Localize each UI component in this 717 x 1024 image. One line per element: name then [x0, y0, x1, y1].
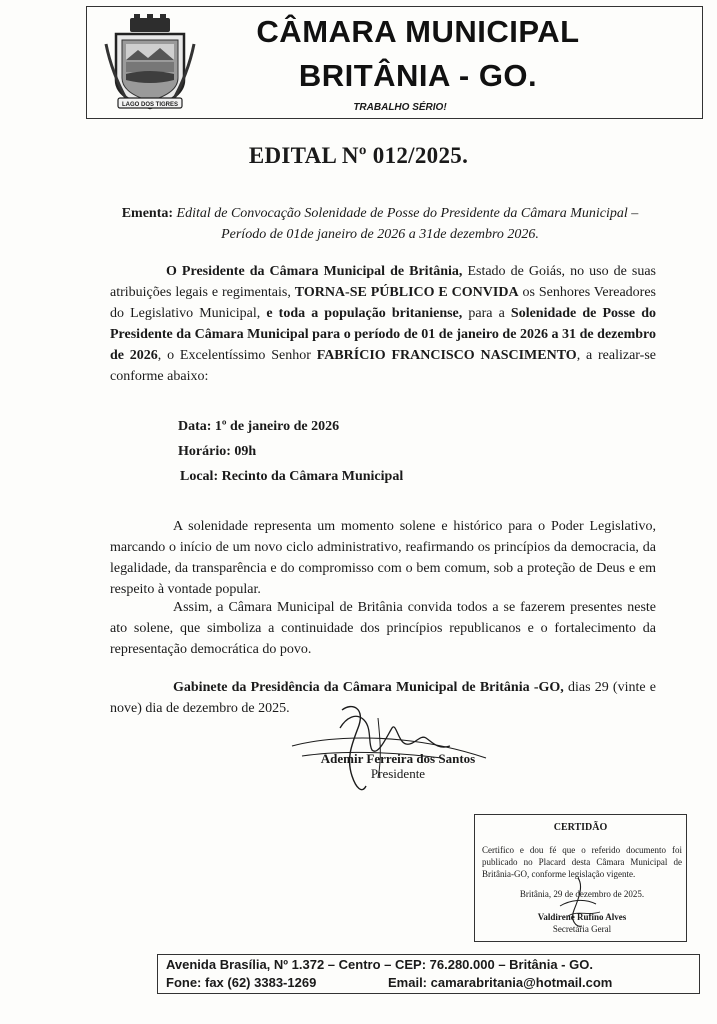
body-paragraph-2: Assim, a Câmara Municipal de Britânia convida todos a se fazerem presentes neste ato solene, que simboliza a continuidade dos princípios republicanos e o fortalecimento da representação democrática do povo. — [110, 600, 656, 657]
intro-text: os Senhores Vereadores do Legislativo Municipal, — [110, 285, 656, 321]
closing-text: dias 29 (vinte e nove) dia de dezembro de 2025. — [110, 680, 656, 716]
certidao-text: Certifico e dou fé que o referido documento foi publicado no Placard desta Câmara Municipal de Britânia-GO, conforme legislação vigente. — [482, 845, 682, 879]
intro-text-bold: O Presidente da Câmara Municipal de Britânia, — [166, 264, 463, 279]
certidao-title: CERTIDÃO — [553, 822, 608, 833]
signer-role: Presidente — [370, 766, 426, 781]
president-signature-icon — [282, 698, 492, 798]
seal-banner-text: LAGO DOS TIGRES — [121, 102, 179, 108]
signer-name: Ademir Ferreira dos Santos — [320, 751, 476, 766]
certidao-signer-role: Secretária Geral — [552, 924, 612, 934]
footer-email: Email: camarabritania@hotmail.com — [388, 975, 613, 990]
event-date: Data: 1º de janeiro de 2026 — [178, 419, 340, 434]
closing-bold: Gabinete da Presidência da Câmara Municipal de Britânia -GO, — [173, 680, 564, 695]
intro-paragraph — [110, 261, 656, 387]
body-paragraph-1: A solenidade representa um momento solene e histórico para o Poder Legislativo, marcando o início de um novo ciclo administrativo, reafirmando os princípios da democracia, da legalidade, da transparência e do compromisso com o bem comum, sob a proteção de Deus e em respeito à vontade popular. — [110, 519, 656, 597]
edital-title: EDITAL Nº 012/2025. — [248, 143, 469, 168]
intro-text: Estado de Goiás, no uso de suas atribuições legais e regimentais, — [110, 264, 656, 300]
header-motto: TRABALHO SÉRIO! — [353, 102, 447, 113]
intro-text: , o Excelentíssimo Senhor — [157, 348, 317, 363]
intro-text: , a realizar-se conforme abaixo: — [110, 348, 656, 384]
municipal-seal-icon — [104, 14, 196, 114]
footer-address: Avenida Brasília, Nº 1.372 – Centro – CEP: 76.280.000 – Britânia - GO. — [166, 957, 593, 972]
footer-phone: Fone: fax (62) 3383-1269 — [166, 975, 317, 990]
intro-text-bold: FABRÍCIO FRANCISCO NASCIMENTO — [316, 348, 577, 363]
event-time: Horário: 09h — [178, 444, 257, 459]
certidao-signer-name: Valdirene Rufino Alves — [537, 912, 627, 922]
ementa — [100, 203, 660, 245]
ementa-text: Edital de Convocação Solenidade de Posse do Presidente da Câmara Municipal – Período de 01de janeiro de 2026 a 31de dezembro 2026. — [176, 206, 639, 242]
ementa-label: Ementa: — [121, 206, 174, 221]
certidao-date: Britânia, 29 de dezembro de 2025. — [519, 889, 645, 899]
intro-text-bold: Solenidade de Posse do Presidente da Câmara Municipal para o período de 01 de janeiro de 2026 a 31 de dezembro de 2026 — [110, 306, 657, 363]
intro-text-bold: e toda a população britaniense, — [266, 306, 463, 321]
header-title-line2: BRITÂNIA - GO. — [298, 58, 538, 93]
intro-text-bold: TORNA-SE PÚBLICO E CONVIDA — [294, 285, 519, 300]
event-place: Local: Recinto da Câmara Municipal — [180, 469, 404, 484]
header-title-line1: CÂMARA MUNICIPAL — [256, 14, 580, 49]
intro-text: para a — [462, 306, 511, 321]
